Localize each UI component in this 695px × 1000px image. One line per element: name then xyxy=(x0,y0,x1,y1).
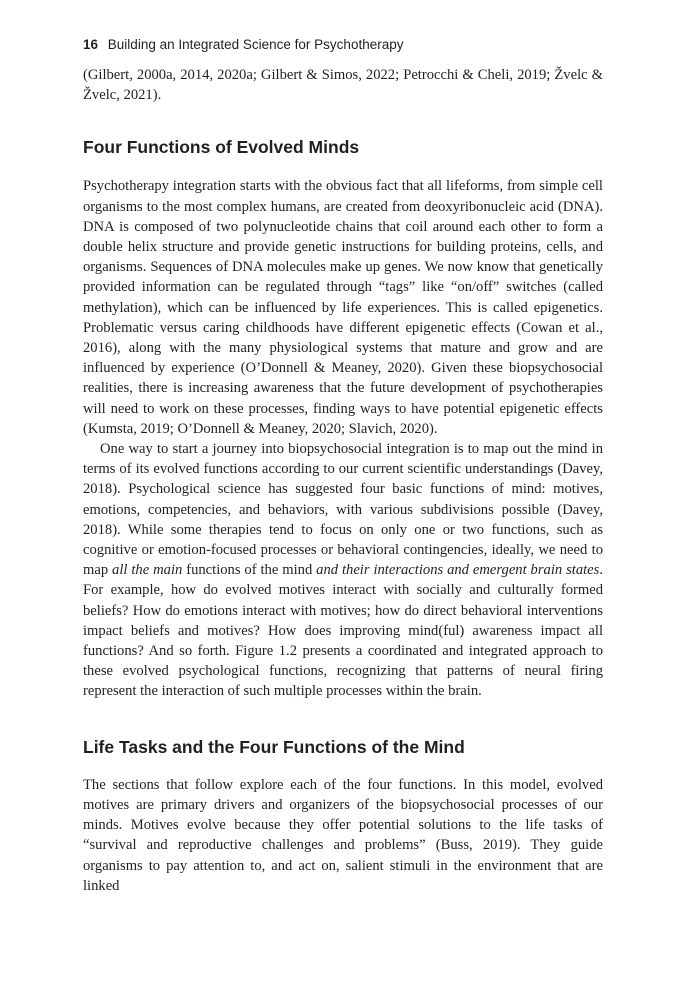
body-paragraph-life-tasks: The sections that follow explore each of the four functions. In this model, evolved motives are primary drivers and organizers of the biopsychosocial processes of our minds. Motives evolve because they offer potential solutions to the life tasks of “survival and reproductive challenges and problems” (Buss, 2019). They guide organisms to pay attention to, and act on, salient stimuli in the environment that are linked xyxy=(83,776,603,894)
section-heading-four-functions: Four Functions of Evolved Minds xyxy=(83,137,360,158)
body-paragraph-dna: Psychotherapy integration starts with the obvious fact that all lifeforms, from simple cell organisms to the most complex humans, are created from deoxyribonucleic acid (DNA). DNA is composed of two polynucleotide chains that coil around each other to form a double helix structure and provide genetic instructions for building proteins, cells, and organisms. Sequences of DNA molecules make up genes. We now know that genetically provided information can be regulated through “tags” like “on/off” switches (called methylation), which can be influenced by life experiences. This is called epigenetics. Problematic versus caring childhoods have different epigenetic effects (Cowan et al., 2016), along with the many physiological systems that mature and grow and are influenced by experience (O’Donnell & Meaney, 2020). Given these biopsychosocial realities, there is increasing awareness that the future development of psychotherapies will need to work on these processes, finding ways to have potential epigenetic effects (Kumsta, 2019; O’Donnell & Meaney, 2020; Slavich, 2020). xyxy=(83,178,603,437)
emphasis-text: and their interactions and emergent brain states xyxy=(316,562,600,579)
page-number: 16 xyxy=(83,37,99,52)
emphasis-text: all the main xyxy=(112,562,183,579)
body-paragraph-biopsychosocial xyxy=(83,439,603,702)
book-page xyxy=(83,34,603,896)
paragraph-text: functions of the mind xyxy=(182,562,317,579)
intro-paragraph: (Gilbert, 2000a, 2014, 2020a; Gilbert & Simos, 2022; Petrocchi & Cheli, 2019; Žvelc & Žvelc, 2021). xyxy=(83,67,603,104)
running-title: Building an Integrated Science for Psychotherapy xyxy=(107,37,404,52)
running-header xyxy=(83,34,603,56)
paragraph-text: One way to start a journey into biopsychosocial integration is to map out the mind in terms of its evolved functions according to our current scientific understandings (Davey, 2018). Psychological science has suggested four basic functions of mind: motives, emotions, competencies, and behaviors, with various subdivisions possible (Davey, 2018). While some therapies tend to focus on only one or two functions, such as cognitive or emotion-focused processes or behavioral contingencies, ideally, we need to map xyxy=(83,441,603,579)
paragraph-text: . For example, how do evolved motives interact with socially and culturally formed beliefs? How do emotions interact with motives; how do direct behavioral interventions impact beliefs and motives? How does improving mind(ful) awareness impact all functions? And so forth. Figure 1.2 presents a coordinated and integrated approach to these evolved psychological functions, recognizing that patterns of neural firing represent the interaction of such multiple processes within the brain. xyxy=(83,562,603,700)
section-heading-life-tasks: Life Tasks and the Four Functions of the Mind xyxy=(83,736,465,757)
